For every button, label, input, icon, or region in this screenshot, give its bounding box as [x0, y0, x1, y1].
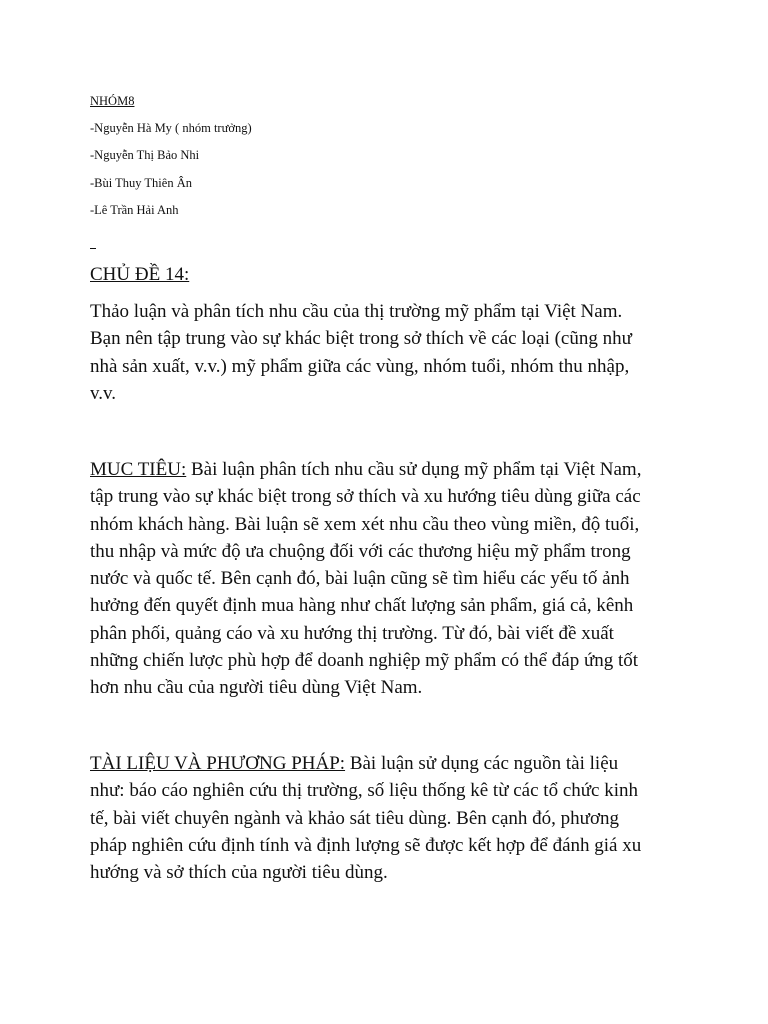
methods-line: như: báo cáo nghiên cứu thị trường, số liệu thống kê từ các tổ chức kinh [90, 780, 639, 802]
objective-first-line-text: Bài luận phân tích nhu cầu sử dụng mỹ phẩm tại Việt Nam, [186, 459, 642, 480]
topic-line: nhà sản xuất, v.v.) mỹ phẩm giữa các vùng, nhóm tuổi, nhóm thu nhập, [90, 355, 630, 377]
methods-first-line-text: Bài luận sử dụng các nguồn tài liệu [345, 753, 619, 774]
methods-line: tế, bài viết chuyên ngành và khảo sát tiêu dùng. Bên cạnh đó, phương [90, 807, 619, 829]
member-3: -Bùi Thuy Thiên Ân [90, 176, 192, 190]
objective-line: phân phối, quảng cáo và xu hướng thị trường. Từ đó, bài viết đề xuất [90, 622, 614, 644]
objective-line: những chiến lược phù hợp để doanh nghiệp mỹ phẩm có thể đáp ứng tốt [90, 650, 639, 672]
topic-line: Bạn nên tập trung vào sự khác biệt trong sở thích về các loại (cũng như [90, 328, 632, 350]
objective-line: nhóm khách hàng. Bài luận sẽ xem xét nhu cầu theo vùng miền, độ tuổi, [90, 513, 640, 535]
objective-line: tập trung vào sự khác biệt trong sở thích và xu hướng tiêu dùng giữa các [90, 486, 641, 508]
methods-line: hướng và sở thích của người tiêu dùng. [90, 862, 388, 884]
methods-paragraph [90, 750, 690, 886]
objective-line: hưởng đến quyết định mua hàng như chất lượng sản phẩm, giá cả, kênh [90, 595, 634, 617]
topic-line: Thảo luận và phân tích nhu cầu của thị trường mỹ phẩm tại Việt Nam. [90, 301, 623, 322]
member-4: -Lê Trần Hải Anh [90, 203, 179, 217]
methods-first-line [90, 750, 690, 777]
objective-label: MUC TIÊU: [90, 459, 187, 480]
objective-line: nước và quốc tế. Bên cạnh đó, bài luận cũng sẽ tìm hiểu các yếu tố ảnh [90, 568, 630, 590]
methods-label: TÀI LIỆU VÀ PHƯƠNG PHÁP: [90, 753, 346, 774]
member-2: -Nguyễn Thị Bảo Nhi [90, 148, 200, 162]
objective-line: thu nhập và mức độ ưa chuộng đối với các thương hiệu mỹ phẩm trong [90, 540, 631, 562]
underline-mark [90, 236, 96, 249]
objective-line: hơn nhu cầu của người tiêu dùng Việt Nam. [90, 677, 423, 699]
topic-title: CHỦ ĐỀ 14: [90, 264, 190, 285]
objective-first-line [90, 456, 690, 483]
group-name: NHÓM8 [90, 94, 135, 108]
objective-paragraph [90, 456, 690, 702]
member-1: -Nguyễn Hà My ( nhóm trưởng) [90, 121, 252, 135]
topic-line: v.v. [90, 382, 117, 404]
methods-line: pháp nghiên cứu định tính và định lượng sẽ được kết hợp để đánh giá xu [90, 834, 642, 856]
topic-paragraph [90, 298, 690, 407]
